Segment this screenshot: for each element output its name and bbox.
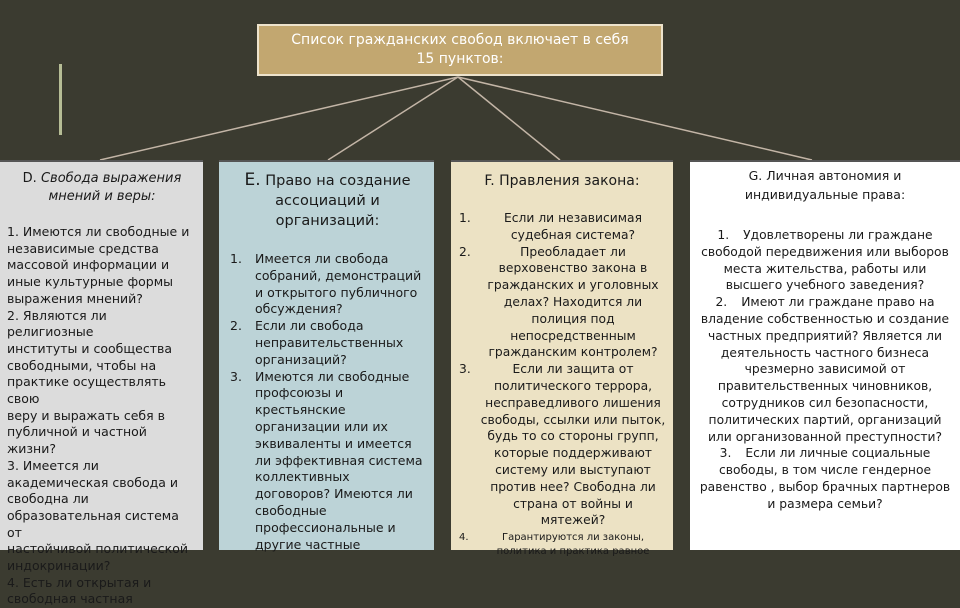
list-item-text: Преобладает ли верховенство закона в гражданских и уголовных делах? Находится ли полиция под непосредственным гражданским контролем? [487,244,659,360]
column-f-list [457,210,667,559]
column-d-line: индокринации? [7,558,111,574]
column-d-line: свободная частная [7,591,133,607]
list-item [457,210,667,244]
column-d-line: публичной и частной жизни? [7,424,147,457]
list-item-text: Удовлетворены ли граждане свободой передвижения или выборов места жительства, работы или высшего учебного заведения? [701,228,949,293]
column-d-line: свободными, чтобы на [7,357,157,373]
column-d-line: 4. Есть ли открытая и [7,574,152,590]
column-g-personal-autonomy [690,160,960,550]
column-f-rule-of-law [451,160,673,558]
column-d-line: свободна ли [7,491,89,507]
column-d-freedom-of-expression [0,160,203,607]
column-d-line: веру и выражать себя в [7,407,165,423]
list-item [457,531,667,559]
list-item [229,318,426,368]
column-e-associations [219,160,434,550]
column-f-heading: F. Правления закона: [484,173,640,189]
column-d-line: 2. Являются ли религиозные [7,307,107,340]
column-g-heading [696,166,954,204]
column-g-heading-1: G. Личная автономия и [748,168,902,183]
list-item-text: Имеется ли свобода собраний, демонстраций и открытого публичного обсуждения? [255,251,422,317]
list-item-text: Если ли свобода неправительственных организаций? [255,318,404,367]
list-item-number: 1. [459,211,471,225]
list-item-number: 2. [230,318,242,334]
list-item [457,361,667,529]
connector-to-col-d [100,77,458,160]
list-item-text: Если ли независимая судебная система? [504,211,642,242]
list-item-text: Гарантируются ли законы, политика и практика равное [496,532,650,558]
column-d-heading-1: Свобода выражения [40,171,182,186]
list-item-text: Имеются ли свободные профсоюзы и крестьянские организации или их эквиваленты и имеется ли эффективная система коллективных договоров? Имеются ли свободные профессиональные и другие частные [255,368,423,552]
column-d-line: образовательная система от [7,507,179,540]
list-item [696,294,954,445]
column-d-line: выражения мнений? [7,290,143,306]
column-g-heading-2: индивидуальные права: [744,187,906,202]
list-item-number: 3. [230,368,242,384]
column-e-letter: E. [244,170,261,190]
column-d-line: независимые средства [7,240,159,256]
column-d-line: настойчивой политической [7,541,188,557]
column-d-line: иные культурные формы [7,274,174,290]
column-d-heading-2: мнений и веры: [48,189,156,204]
column-d-line: 3. Имеется ли [7,457,99,473]
column-d-line: массовой информации и [7,257,170,273]
list-item-number: 2. [459,244,471,259]
column-d-line: институты и сообщества [7,340,172,356]
column-e-heading-1: Право на создание [265,173,411,189]
list-item [457,244,667,362]
list-item [229,369,426,554]
column-d-prefix: D. [22,171,37,186]
list-item [229,251,426,318]
column-d-line: практике осуществлять свою [7,374,166,407]
list-item-text: Если ли защита от политического террора, несправедливого лишения свободы, ссылки или пыток, будь то со стороны групп, которые поддерживают систему или выступают против нее? Свободна ли страна от войны и мятежей? [480,362,666,528]
column-d-line: академическая свобода и [7,474,179,490]
list-item-number: 3. [459,362,471,377]
column-d-heading [7,170,197,206]
column-e-heading-2: ассоциаций и [275,193,380,209]
column-d-line: 1. Имеются ли свободные и [7,224,190,239]
list-item-number: 1. [717,228,730,242]
list-item-number: 2. [715,295,728,310]
list-item-number: 1. [230,251,242,266]
title-line-2: 15 пунктов: [416,51,504,67]
title-line-1: Список гражданских свобод включает в себя [291,32,629,48]
title-box [257,24,663,76]
column-g-list [696,227,954,513]
list-item [696,445,954,512]
column-e-heading-3: организаций: [275,213,380,229]
list-item-text: Имеют ли граждане право на владение собственностью и создание частных предприятий? Является ли деятельность частного бизнеса чрезмерно зависимой от правительственных чиновников, сотрудников сил безопасности, политических партий, организаций или организованной преступности? [700,295,950,444]
connector-to-col-e [328,77,458,160]
column-d-body [7,224,197,608]
list-item [696,227,954,294]
connector-to-col-g [458,77,812,160]
column-e-heading [229,170,426,231]
list-item-text: Если ли личные социальные свободы, в том числе гендерное равенство , выбор брачных партнеров и размера семьи? [699,446,951,511]
list-item-number: 4. [459,532,469,544]
accent-line [59,64,62,135]
column-e-list [229,251,426,553]
list-item-number: 3. [719,446,732,461]
